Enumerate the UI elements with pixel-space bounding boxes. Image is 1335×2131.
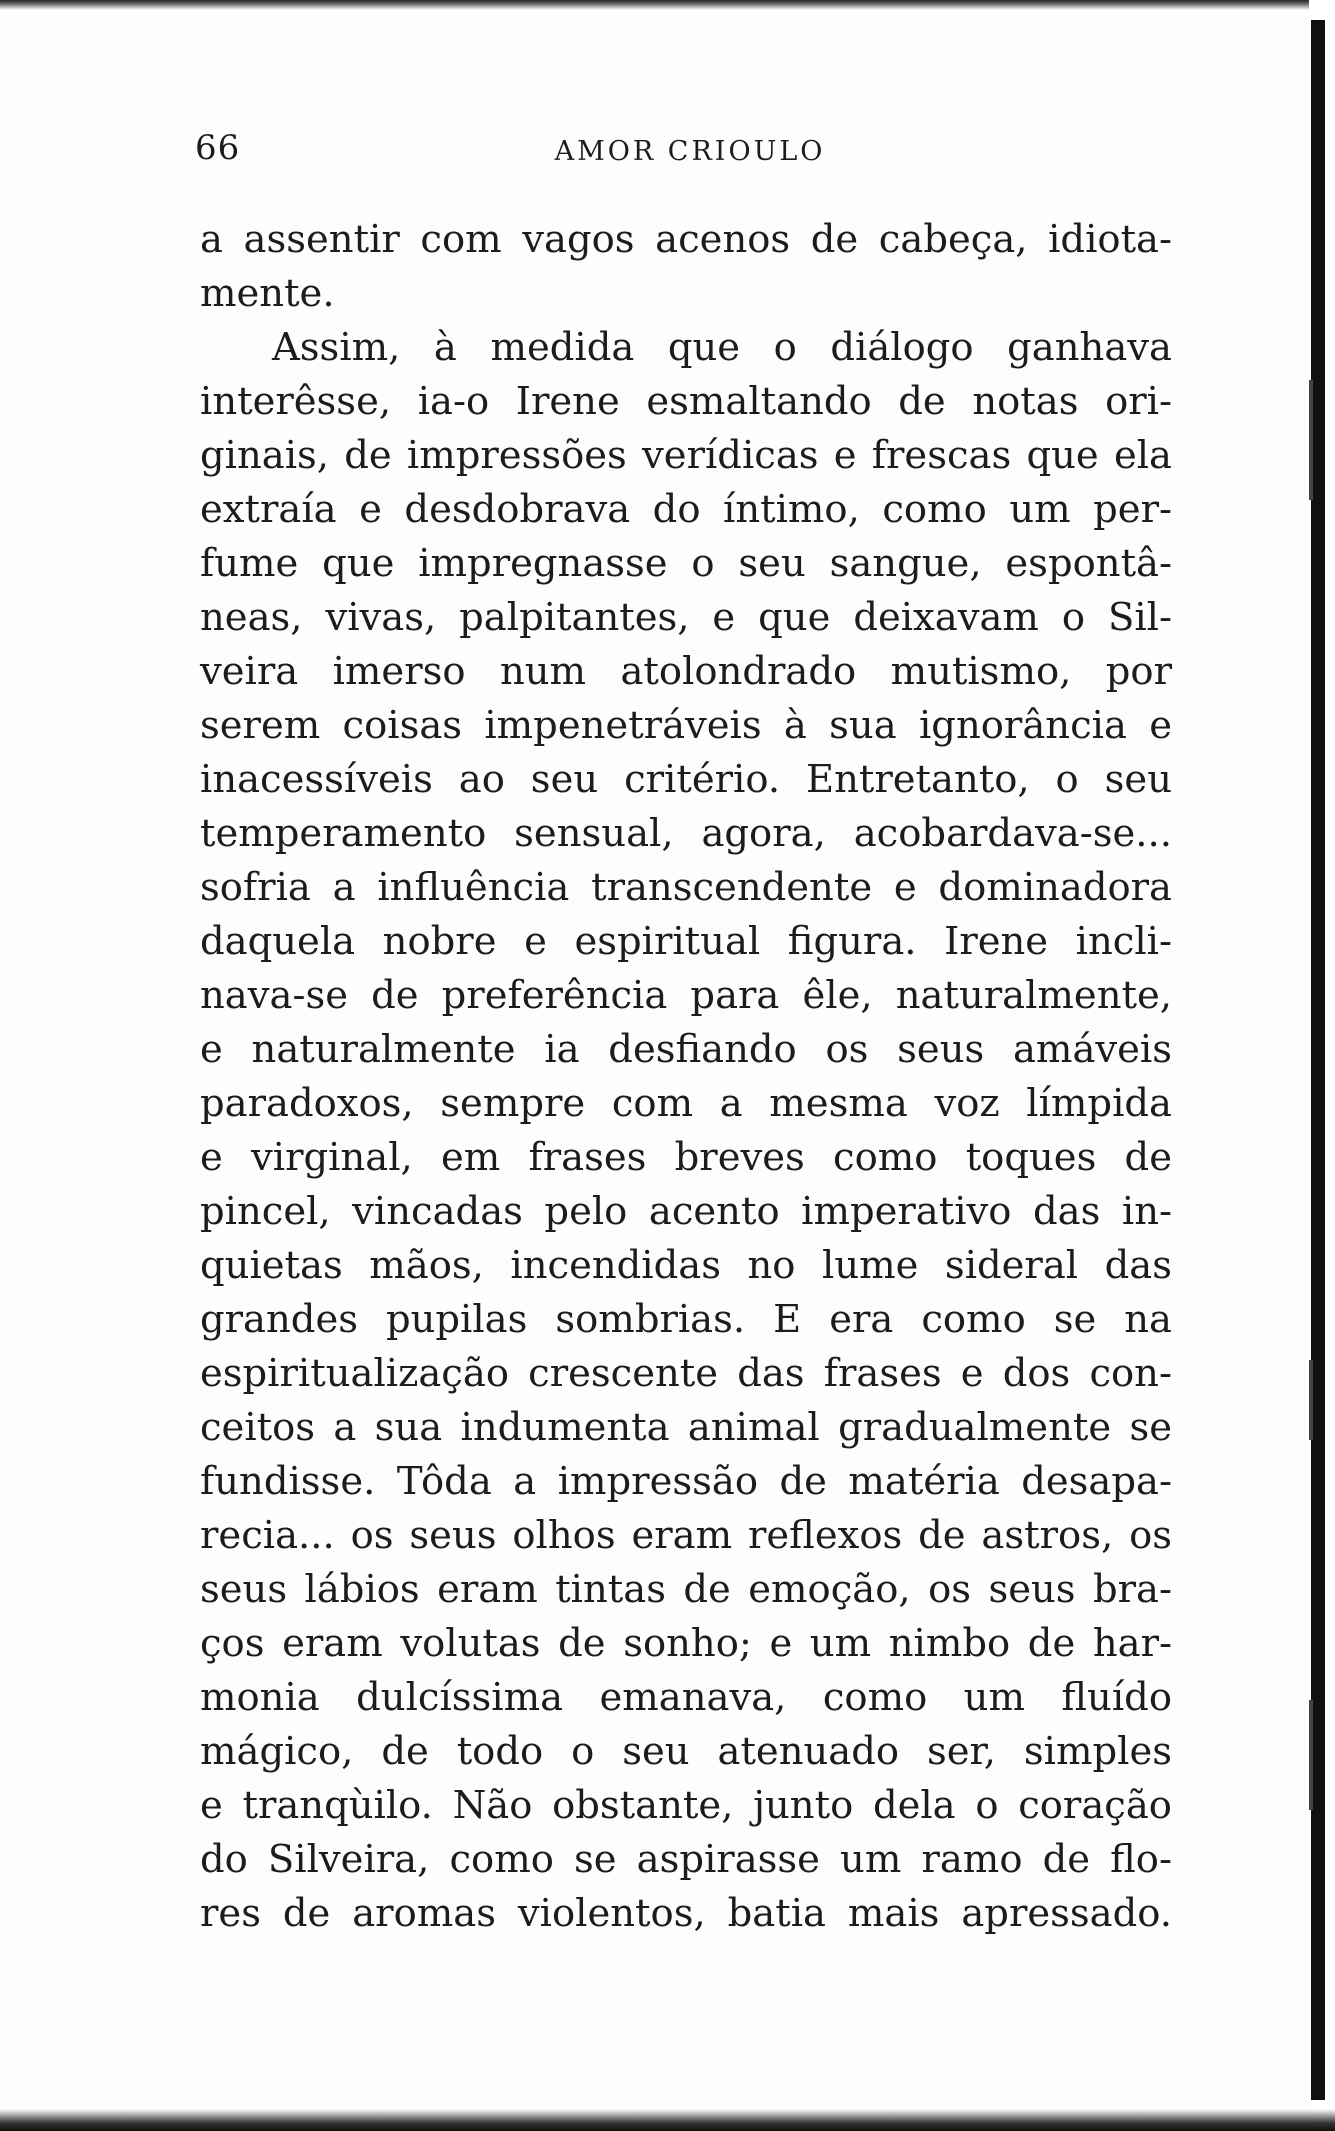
text-line: serem coisas impenetráveis à sua ignorância e: [200, 703, 1172, 748]
text-line: fundisse. Tôda a impressão de matéria desapa-: [200, 1459, 1172, 1504]
text-line: e virginal, em frases breves como toques de: [200, 1135, 1172, 1180]
text-line: ços eram volutas de sonho; e um nimbo de har-: [200, 1621, 1172, 1666]
text-line: pincel, vincadas pelo acento imperativo das in-: [200, 1189, 1172, 1234]
text-line: temperamento sensual, agora, acobardava-se...: [200, 811, 1172, 856]
text-line: paradoxos, sempre com a mesma voz límpida: [200, 1081, 1172, 1126]
text-line: veira imerso num atolondrado mutismo, por: [200, 649, 1172, 694]
text-line: do Silveira, como se aspirasse um ramo de flo-: [200, 1837, 1172, 1882]
scan-edge-bottom: [0, 2109, 1335, 2131]
text-line: res de aromas violentos, batia mais apressado.: [200, 1891, 1172, 1936]
text-line: sofria a influência transcendente e dominadora: [200, 865, 1172, 910]
text-line: seus lábios eram tintas de emoção, os seus bra-: [200, 1567, 1172, 1612]
text-line: e naturalmente ia desfiando os seus amáveis: [200, 1027, 1172, 1072]
scan-edge-right: [1309, 0, 1335, 2131]
text-line: monia dulcíssima emanava, como um fluído: [200, 1675, 1172, 1720]
text-line: neas, vivas, palpitantes, e que deixavam o Sil-: [200, 595, 1172, 640]
text-line: Assim, à medida que o diálogo ganhava: [272, 325, 1172, 370]
text-line: mente.: [200, 271, 335, 316]
scan-speck: [1309, 380, 1313, 500]
text-line: ginais, de impressões verídicas e frescas que ela: [200, 433, 1172, 478]
text-line: e tranqùilo. Não obstante, junto dela o coração: [200, 1783, 1172, 1828]
text-line: daquela nobre e espiritual figura. Irene incli-: [200, 919, 1172, 964]
text-line: a assentir com vagos acenos de cabeça, idiota-: [200, 217, 1172, 262]
text-line: nava-se de preferência para êle, naturalmente,: [200, 973, 1172, 1018]
text-line: fume que impregnasse o seu sangue, espontâ-: [200, 541, 1172, 586]
text-line: ceitos a sua indumenta animal gradualmente se: [200, 1405, 1172, 1450]
text-line: espiritualização crescente das frases e dos con-: [200, 1351, 1172, 1396]
scan-speck: [1309, 1360, 1313, 1440]
binding-shadow: [1311, 20, 1325, 2100]
running-title: AMOR CRIOULO: [554, 136, 826, 167]
text-line: mágico, de todo o seu atenuado ser, simples: [200, 1729, 1172, 1774]
text-line: inacessíveis ao seu critério. Entretanto, o seu: [200, 757, 1172, 802]
scan-edge-top: [0, 0, 1335, 10]
text-line: interêsse, ia-o Irene esmaltando de notas ori-: [200, 379, 1172, 424]
text-line: extraía e desdobrava do íntimo, como um per-: [200, 487, 1172, 532]
page-number: 66: [195, 128, 241, 168]
scan-speck: [1309, 1700, 1313, 1810]
text-line: grandes pupilas sombrias. E era como se na: [200, 1297, 1172, 1342]
body-text: [200, 213, 1172, 1941]
text-line: recia... os seus olhos eram reflexos de astros, os: [200, 1513, 1172, 1558]
running-head: [195, 128, 1185, 188]
text-line: quietas mãos, incendidas no lume sideral das: [200, 1243, 1172, 1288]
